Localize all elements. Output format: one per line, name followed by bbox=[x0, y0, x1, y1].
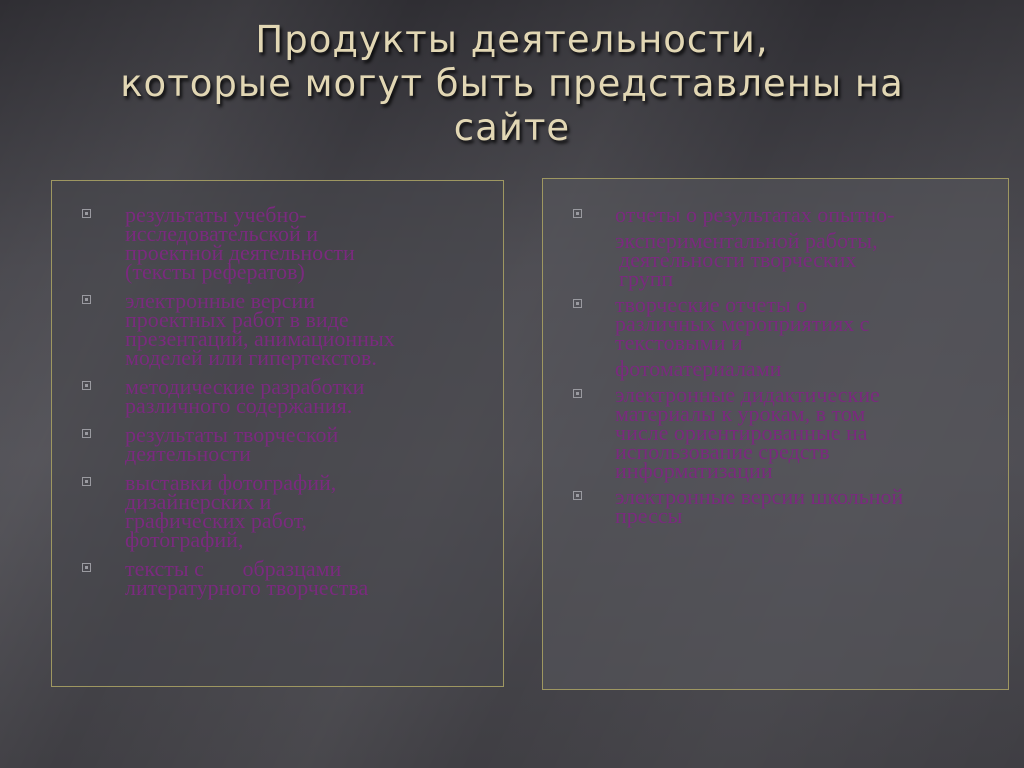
slide-title-line: сайте bbox=[453, 106, 571, 149]
item-text-line: исследовательской и bbox=[125, 221, 319, 246]
square-bullet-icon bbox=[82, 563, 91, 572]
square-bullet-icon bbox=[82, 209, 91, 218]
item-text-line: литературного творчества bbox=[125, 575, 369, 600]
square-bullet-icon bbox=[82, 381, 91, 390]
item-text-line: дизайнерских и bbox=[125, 489, 272, 514]
item-text-line: числе ориентированные на bbox=[615, 420, 868, 445]
list-item bbox=[543, 484, 1003, 528]
item-text-line: прессы bbox=[615, 503, 683, 528]
item-text-line: деятельности bbox=[125, 441, 251, 466]
item-text-line: информатизации bbox=[615, 458, 773, 483]
item-text-line: материалы к урокам, в том bbox=[615, 401, 866, 426]
item-text-line: тексты с образцами bbox=[125, 556, 342, 581]
item-text-line: деятельности творческих bbox=[619, 247, 857, 272]
item-text-line: использование средств bbox=[615, 439, 830, 464]
slide-title-line: Продукты деятельности, bbox=[255, 18, 769, 61]
square-bullet-icon bbox=[82, 477, 91, 486]
list-item bbox=[52, 556, 492, 600]
list-item-continuation bbox=[543, 228, 1003, 291]
square-bullet-icon bbox=[82, 295, 91, 304]
item-text-line: результаты учебно- bbox=[125, 202, 307, 227]
item-text-line: электронные дидактические bbox=[615, 382, 880, 407]
item-text-line: фотоматериалами bbox=[615, 356, 782, 381]
item-text-line: отчеты о результатах опытно- bbox=[615, 202, 895, 227]
item-text-line: различных мероприятиях с bbox=[615, 311, 870, 336]
item-text-line: методические разработки bbox=[125, 374, 365, 399]
item-text-line: электронные версии bbox=[125, 288, 315, 313]
list-item bbox=[52, 374, 492, 418]
item-text-line: электронные версии школьной bbox=[615, 484, 904, 509]
square-bullet-icon bbox=[82, 429, 91, 438]
item-text-line: различного содержания. bbox=[125, 393, 353, 418]
item-text-line: текстовыми и bbox=[615, 330, 743, 355]
list-item bbox=[543, 292, 1003, 355]
item-text-line: проектных работ в виде bbox=[125, 307, 349, 332]
item-text-line: выставки фотографий, bbox=[125, 470, 337, 495]
square-bullet-icon bbox=[573, 491, 582, 500]
item-text-line: графических работ, bbox=[125, 508, 308, 533]
item-text-line: проектной деятельности bbox=[125, 240, 355, 265]
list-item-continuation bbox=[543, 356, 1003, 381]
list-item bbox=[543, 382, 1003, 483]
list-item bbox=[52, 288, 492, 370]
item-text-line: фотографий, bbox=[125, 527, 244, 552]
left-bullet-list bbox=[52, 202, 492, 607]
square-bullet-icon bbox=[573, 209, 582, 218]
slide-title bbox=[0, 18, 1024, 150]
list-item bbox=[52, 470, 492, 552]
left-content-panel bbox=[51, 180, 504, 687]
square-bullet-icon bbox=[573, 299, 582, 308]
item-text-line: (тексты рефератов) bbox=[125, 259, 305, 284]
item-text-line: моделей или гипертекстов. bbox=[125, 345, 377, 370]
slide-title-line: которые могут быть представлены на bbox=[120, 62, 904, 105]
right-bullet-list bbox=[543, 202, 1003, 532]
right-content-panel bbox=[542, 178, 1009, 690]
item-text-line: результаты творческой bbox=[125, 422, 339, 447]
list-item bbox=[543, 202, 1003, 227]
item-text-line: экспериментальной работы, bbox=[615, 228, 878, 253]
list-item bbox=[52, 422, 492, 466]
item-text-line: презентаций, анимационных bbox=[125, 326, 395, 351]
list-item bbox=[52, 202, 492, 284]
item-text-line: творческие отчеты о bbox=[615, 292, 808, 317]
square-bullet-icon bbox=[573, 389, 582, 398]
item-text-line: групп bbox=[619, 266, 674, 291]
